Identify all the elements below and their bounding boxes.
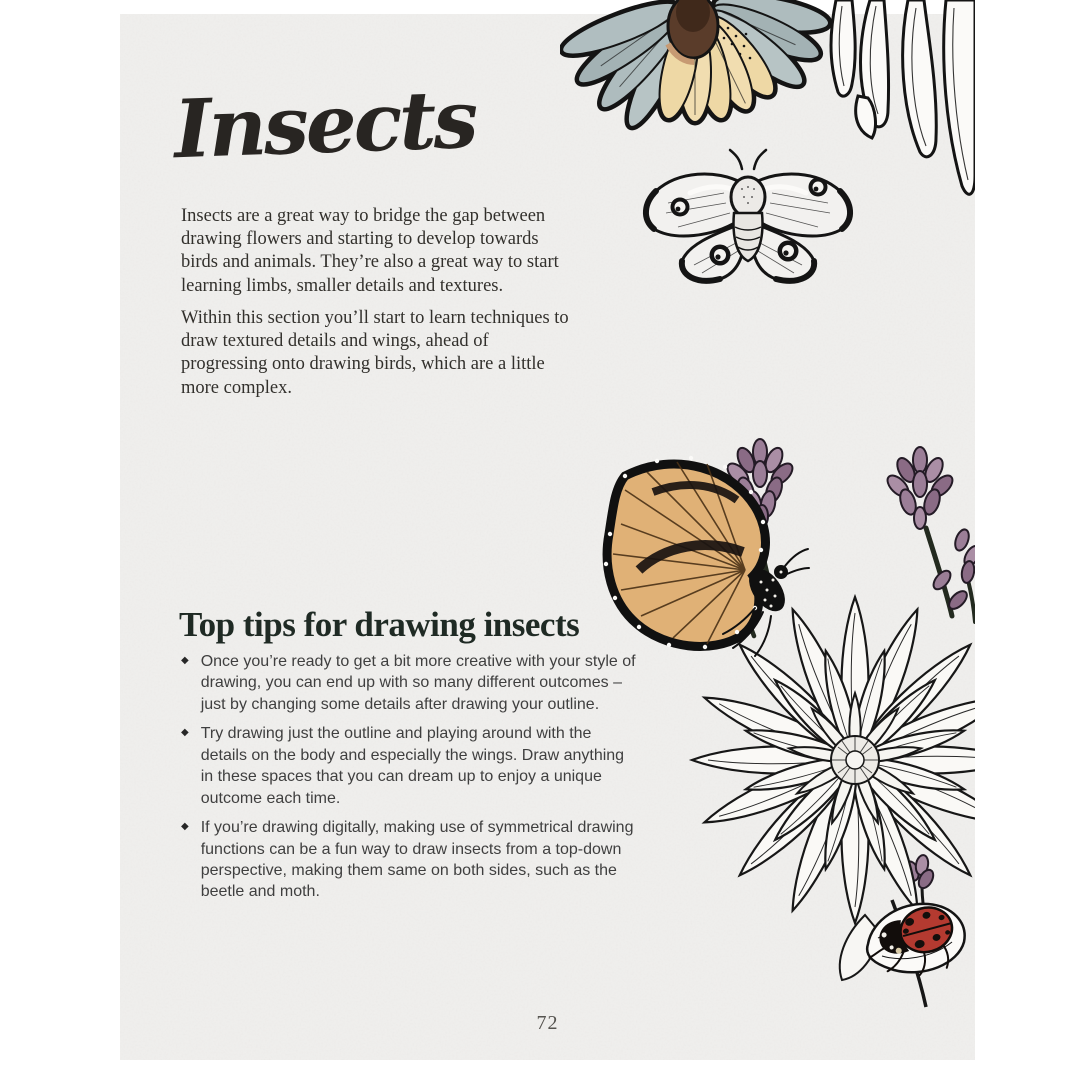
tip-text: Try drawing just the outline and playing around with the details on the body and especially the wings. Draw anything in these spaces that you can dream up to enjoy a unique outcome each time. bbox=[200, 725, 625, 807]
diamond-bullet-icon: ◆ bbox=[181, 727, 189, 739]
tip-item bbox=[181, 651, 639, 715]
tips-list bbox=[181, 651, 639, 911]
ladybug-illustration bbox=[862, 886, 972, 981]
tip-text: If you’re drawing digitally, making use of symmetrical drawing functions can be a fun way to draw insects from a top-down perspective, making them same on both sides, such as the beetle and moth. bbox=[200, 819, 634, 901]
tip-item bbox=[181, 723, 639, 809]
intro-paragraph: Within this section you’ll start to learn techniques to draw textured details and wings, ahead of progressing onto drawing birds, which are a little more complex. bbox=[181, 307, 569, 398]
tips-heading: Top tips for drawing insects bbox=[179, 605, 580, 644]
page-title: Insects bbox=[172, 71, 477, 177]
colored-moth-illustration bbox=[560, 0, 850, 150]
diamond-bullet-icon: ◆ bbox=[181, 821, 189, 833]
intro-paragraph: Insects are a great way to bridge the gap between drawing flowers and starting to develop towards birds and animals. They’re also a great way to start learning limbs, smaller details and textures. bbox=[181, 205, 559, 296]
diamond-bullet-icon: ◆ bbox=[181, 655, 189, 666]
butterfly-illustration bbox=[595, 450, 810, 665]
tip-item bbox=[181, 817, 639, 903]
eyespot-moth-illustration bbox=[638, 143, 870, 288]
page-number: 72 bbox=[536, 1012, 559, 1034]
tip-text: Once you’re ready to get a bit more creative with your style of drawing, you can end up with so many different outcomes – just by changing some details after drawing your outline. bbox=[200, 653, 636, 713]
